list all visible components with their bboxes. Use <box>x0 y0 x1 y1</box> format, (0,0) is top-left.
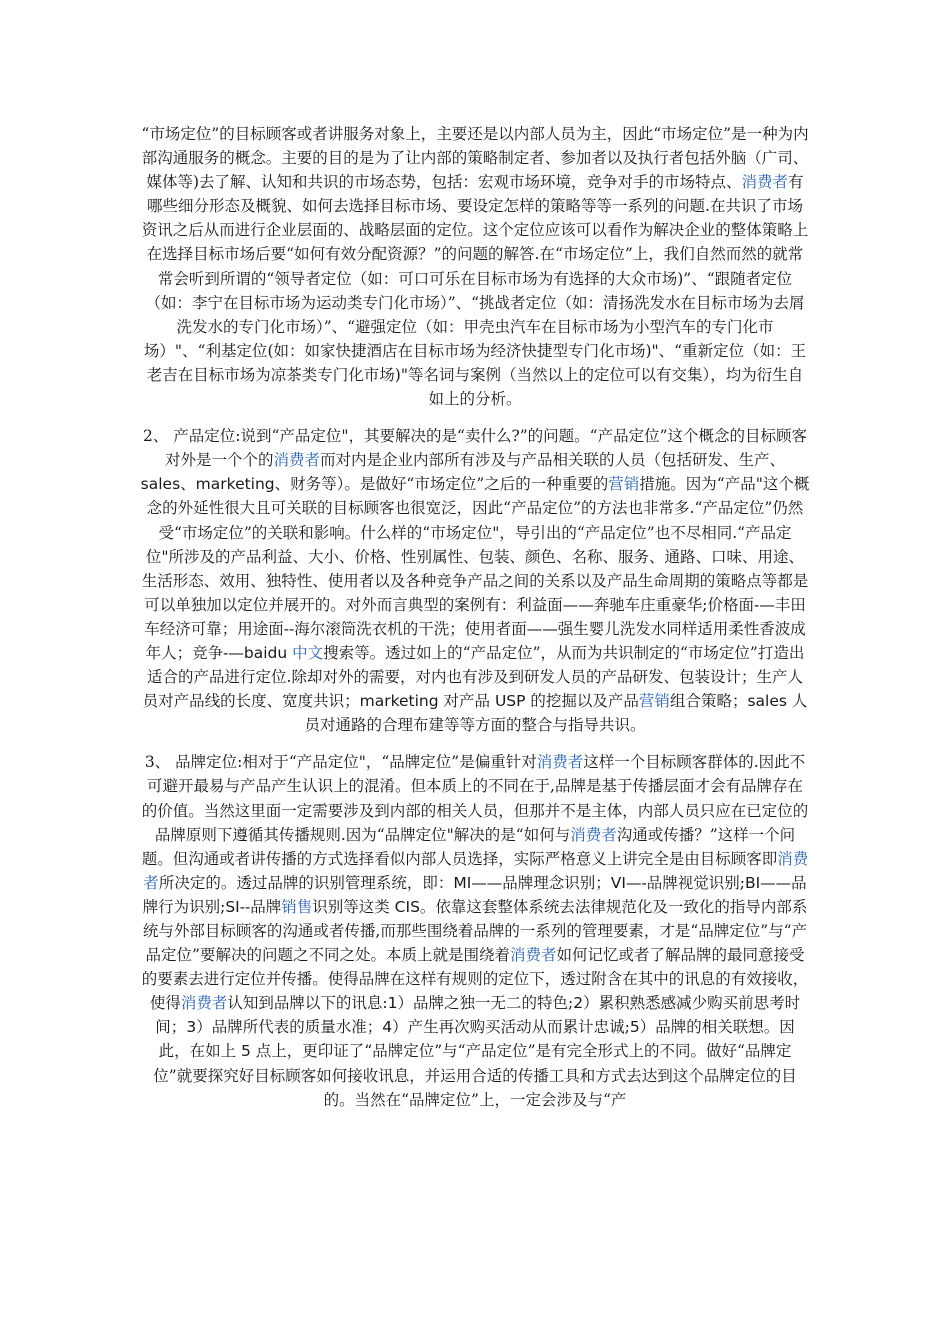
latin-term: marketing <box>195 475 275 494</box>
keyword-link[interactable]: 消费者 <box>509 946 557 965</box>
text-run: 搜索等。透过如上的“产品定位”，从而为共识制定的“市场定位”打造出适合的产品进行定位.除却对外的需要，对内也有涉及到研发人员的产品研发、包装设计；生产人员对产品线的长度、宽度共识； <box>142 643 805 711</box>
text-run: 组合策略； <box>669 692 748 711</box>
text-run: 识别等这类 <box>312 897 395 916</box>
latin-term: 4 <box>382 1018 393 1037</box>
text-run: 2、 产品定位:说到“产品定位"，其要解决的是“卖什么?”的问题。“产品定位”这个概念的目标顾客对外是一个个的 <box>142 427 808 470</box>
text-run: 而对内是企业内部所有涉及与产品相关联的人员（包括研发、生产、 <box>320 451 786 470</box>
paragraph-product-positioning <box>140 424 810 737</box>
text-run: 如何记忆或者了解品牌的最同意接受的要素去进行定位并传播。使得品牌在这样有规则的定位下，透过附含在其中的讯息的有效接收，使得 <box>141 946 809 1013</box>
text-run: ）品牌之独一无二的特色; <box>397 994 574 1013</box>
latin-term: SI <box>225 897 240 916</box>
text-run: ）品牌的相关联想。因此，在如上 <box>158 1018 795 1061</box>
keyword-link[interactable]: 营销 <box>608 475 640 494</box>
text-run: 点上，更印证了“品牌定位”与“产品定位”是有完全形式上的不同。做好“品牌定位”就要探究好目标顾客如何接收讯息，并运用合适的传播工具和方式去达到这个品牌定位的目的。当然在“品牌定位”上，一定会涉及与“产 <box>153 1042 797 1109</box>
latin-term: 1 <box>387 994 398 1013</box>
text-run: 所决定的。透过品牌的识别管理系统，即： <box>158 873 454 892</box>
latin-term: CIS <box>394 897 420 916</box>
paragraph-market-positioning <box>140 122 810 411</box>
latin-term: 2 <box>573 994 584 1013</box>
latin-term: 3 <box>186 1018 197 1037</box>
keyword-link[interactable]: 消费者 <box>273 451 320 470</box>
latin-term: baidu <box>243 643 288 662</box>
text-run: 沟通或传播？”这样一个问题。但沟通或者讲传播的方式选择看似内部人员选择，实际严格意义上讲完全是由目标顾客即 <box>141 825 796 868</box>
text-run: 、 <box>180 475 196 494</box>
text-run: ）产生再次购买活动从而累计忠诚; <box>392 1018 630 1037</box>
latin-term: VI <box>610 873 626 892</box>
latin-term: USP <box>494 692 526 711</box>
keyword-link[interactable]: 消费者 <box>180 994 228 1013</box>
text-run: 措施。因为“产品"这个概念的外延性很大且可关联的目标顾客也很宽泛，因此“产品定位”的方法也非常多.“产品定位”仍然受“市场定位”的关联和影响。什么样的“市场定位"，导引出的“产品定位”也不尽相同.“产品定位"所涉及的产品利益、大小、价格、性别属性、包装、颜色、名称、服务、通路、口味、用途、生活形态、效用、独特性、使用者以及各种竞争产品之间的关系以及产品生命周期的策略点等都是可以单独加以定位并展开的。对外而言典型的案例有：利益面——奔驰车庄重豪华;价格面-—丰田车经济可靠；用途面--海尔滚筒洗衣机的干洗；使用者面——强生婴儿洗发水同样适用柔性香波成年人；竞争-— <box>141 475 810 662</box>
keyword-link[interactable]: 消费者 <box>143 849 809 892</box>
text-run: ）品牌所代表的质量水准； <box>196 1018 383 1037</box>
text-run: 有哪些细分形态及概貌、如何去选择目标市场、要设定怎样的策略等等一系列的问题.在共识了市场资讯之后从而进行企业层面的、战略层面的定位。这个定位应该可以看作为解决企业的整体策略上在选择目标市场后要“如何有效分配资源？”的问题的解答.在“市场定位”上，我们自然而然的就常常会听到所谓的“领导者定位（如：可口可乐在目标市场为有选择的大众市场)”、“跟随者定位（如：李宁在目标市场为运动类专门化市场）”、“挑战者定位（如：清扬洗发水在目标市场为去屑洗发水的专门化市场）”、“避强定位（如：甲壳虫汽车在目标市场为小型汽车的专门化市场）"、“利基定位(如：如家快捷酒店在目标市场为经济快捷型专门化市场)"、“重新定位（如：王老吉在目标市场为凉茶类专门化市场)"等名词与案例（当然以上的定位可以有交集），均为衍生自如上的分析。 <box>141 173 809 409</box>
text-run: 对产品 <box>438 692 495 711</box>
text-run: —-品牌视觉识别; <box>625 873 745 892</box>
keyword-link[interactable]: 消费者 <box>536 753 584 772</box>
keyword-link[interactable]: 消费者 <box>570 825 617 844</box>
keyword-link[interactable]: 销售 <box>281 897 313 916</box>
latin-term: 5 <box>629 1018 640 1037</box>
text-run: 、财务等）。是做好“市场定位”之后的一种重要的 <box>274 475 609 494</box>
keyword-link[interactable]: 消费者 <box>741 173 789 192</box>
document-page <box>140 122 810 1112</box>
latin-term: BI <box>744 873 761 892</box>
latin-term: sales <box>140 475 181 494</box>
latin-term: 5 <box>241 1042 251 1061</box>
text-run: “市场定位”的目标顾客或者讲服务对象上，主要还是以内部人员为主，因此“市场定位”是一种为内部沟通服务的概念。主要的目的是为了让内部的策略制定者、参加者以及执行者包括外脑（广司、媒体等)去了解、认知和共识的市场态势，包括：宏观市场环境，竞争对手的市场特点、 <box>141 125 809 192</box>
paragraph-brand-positioning <box>140 750 810 1111</box>
text-run: ——品牌行为识别; <box>142 873 807 916</box>
keyword-link[interactable]: 中文 <box>292 643 324 662</box>
text-run: 。依靠这套整体系统去法律规范化及一致化的指导内部系统与外部目标顾客的沟通或者传播,而那些围绕着品牌的一系列的管理要素，才是“品牌定位”与“产品定位”要解决的问题之不同之处。本质上就是围绕着 <box>142 897 808 965</box>
latin-term: sales <box>747 692 787 711</box>
keyword-link[interactable]: 营销 <box>638 692 670 711</box>
text-run: 3、 品牌定位:相对于“产品定位"，“品牌定位”是偏重针对 <box>144 753 537 772</box>
text-run: --品牌 <box>239 897 282 916</box>
text-run: ）累积熟悉感减少购买前思考时间； <box>155 994 801 1037</box>
text-run: 这样一个目标顾客群体的.因此不可避开最易与产品产生认识上的混淆。但本质上的不同在于,品牌是基于传播层面才会有品牌存在的价值。当然这里面一定需要涉及到内部的相关人员，但那并不是主体，内部人员只应在已定位的品牌原则下遵循其传播规则.因为“品牌定位"解决的是“如何与 <box>141 753 809 844</box>
latin-term: MI <box>453 873 472 892</box>
text-run: 人员对通路的合理布建等等方面的整合与指导共识。 <box>304 692 808 735</box>
text-run: ——品牌理念识别； <box>471 873 611 892</box>
text-run: 认知到品牌以下的讯息: <box>227 994 388 1013</box>
latin-term: marketing <box>359 692 439 711</box>
text-run: 的挖掘以及产品 <box>525 692 639 711</box>
